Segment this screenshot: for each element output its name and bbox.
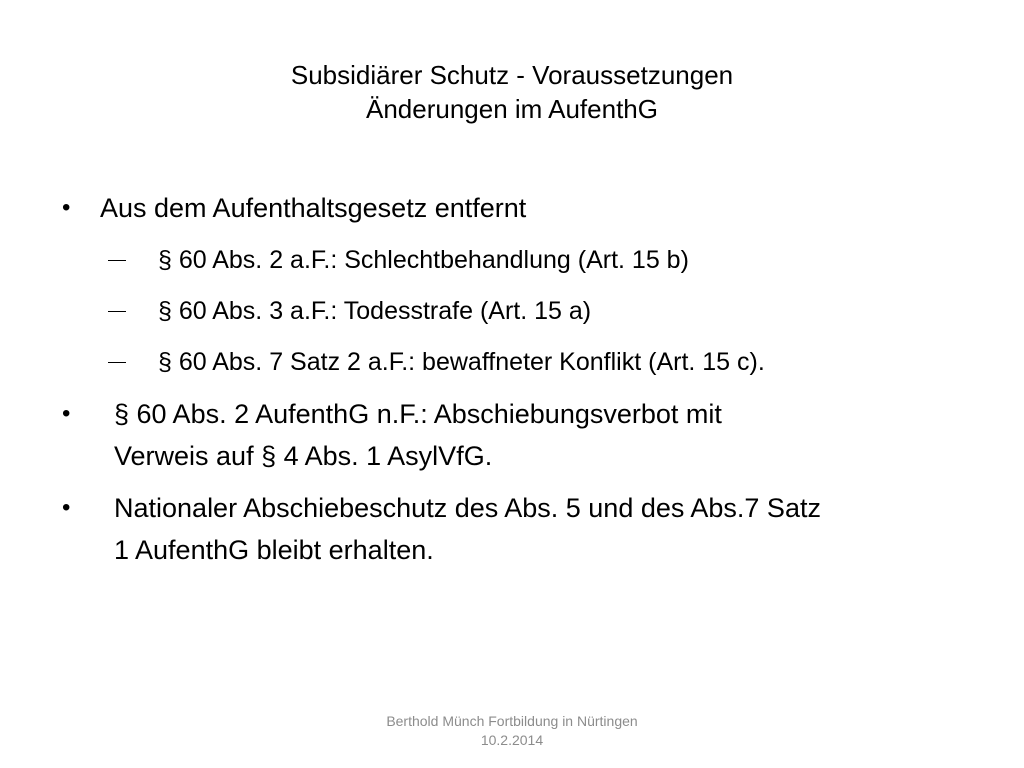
- bullet-2-line-2: Verweis auf § 4 Abs. 1 AsylVfG.: [114, 441, 493, 471]
- dash-icon: [108, 311, 126, 312]
- footer-line-2: 10.2.2014: [480, 732, 544, 748]
- slide-title: [112, 58, 912, 126]
- subitem-3-text: § 60 Abs. 7 Satz 2 a.F.: bewaffneter Konflikt (Art. 15 c).: [158, 348, 765, 376]
- bullet-icon: •: [62, 194, 71, 221]
- subitem-2-text: § 60 Abs. 3 a.F.: Todesstrafe (Art. 15 a): [158, 297, 592, 325]
- bullet-3-line-2: 1 AufenthG bleibt erhalten.: [114, 535, 434, 565]
- dash-icon: [108, 362, 126, 363]
- dash-icon: [108, 260, 126, 261]
- subitem-1-text: § 60 Abs. 2 a.F.: Schlechtbehandlung (Art. 15 b): [158, 246, 689, 274]
- slide-footer: [312, 712, 712, 750]
- footer-line-1: Berthold Münch Fortbildung in Nürtingen: [386, 713, 638, 729]
- bullet-icon: •: [62, 400, 71, 427]
- bullet-2-line-1: § 60 Abs. 2 AufenthG n.F.: Abschiebungsverbot mit: [114, 399, 722, 429]
- title-line-1: Subsidiärer Schutz - Voraussetzungen: [290, 60, 734, 90]
- bullet-1-text: Aus dem Aufenthaltsgesetz entfernt: [100, 193, 527, 223]
- bullet-icon: •: [62, 494, 71, 521]
- bullet-3-line-1: Nationaler Abschiebeschutz des Abs. 5 und des Abs.7 Satz: [114, 493, 821, 523]
- title-line-2: Änderungen im AufenthG: [366, 94, 658, 124]
